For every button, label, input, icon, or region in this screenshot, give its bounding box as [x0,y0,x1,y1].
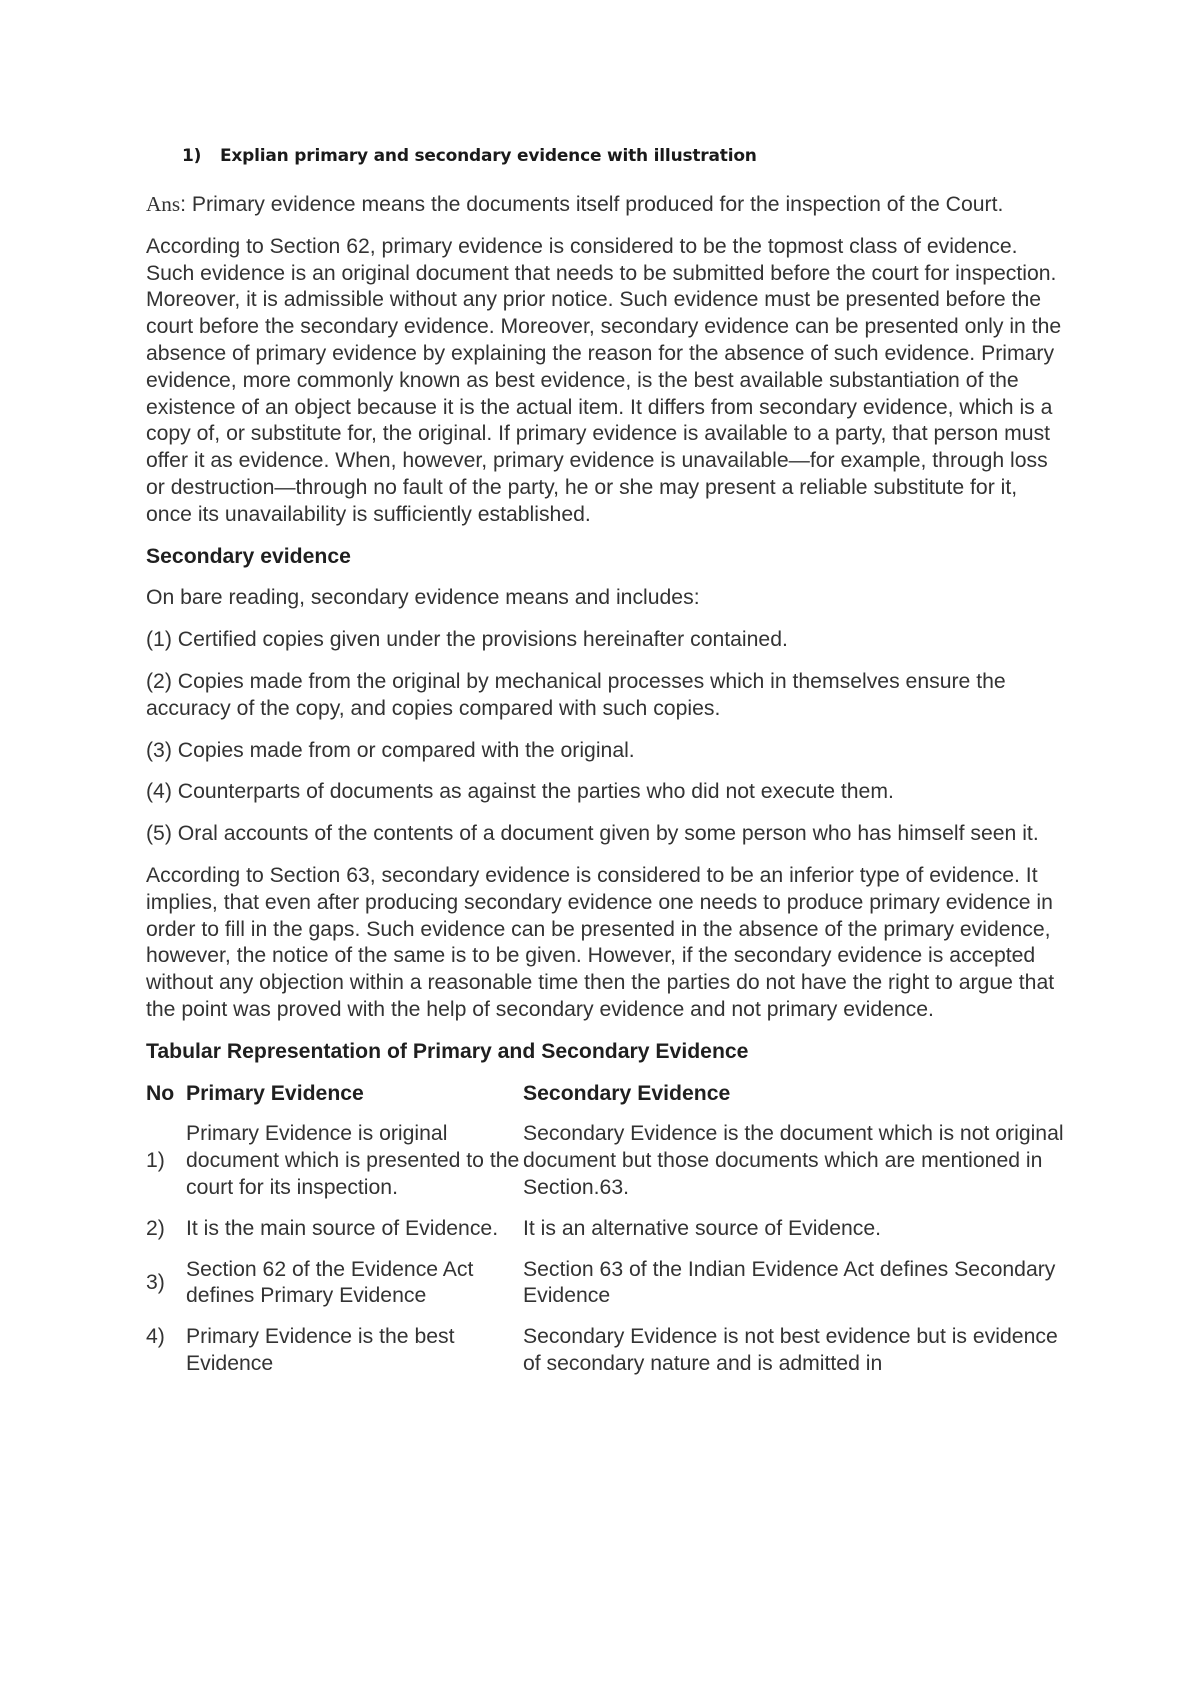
primary-cell: Section 62 of the Evidence Act defines Primary Evidence [186,1257,474,1308]
list-item: (3) Copies made from or compared with the original. [146,738,635,762]
row-number: 4) [146,1325,165,1349]
secondary-cell: Secondary Evidence is the document which is not original document but those documents which are mentioned in Section.63. [523,1122,1064,1199]
table-row [146,1121,1066,1215]
row-number: 2) [146,1216,165,1240]
column-header-secondary: Secondary Evidence [523,1081,731,1105]
question-number: 1) [182,146,202,166]
section-63-paragraph: According to Section 63, secondary evidence is considered to be an inferior type of evidence. It implies, that even after producing secondary evidence one needs to produce primary evidence in order to fill in the gaps. Such evidence can be presented in the absence of the primary evidence, however, the notice of the same is to be given. However, if the secondary evidence is accepted without any objection within a reasonable time then the parties do not have the right to argue that the point was proved with the help of secondary evidence and not primary evidence. [146,863,1055,1021]
secondary-cell: It is an alternative source of Evidence. [523,1216,882,1240]
table-heading: Tabular Representation of Primary and Secondary Evidence [146,1039,749,1063]
answer-intro [146,191,1066,219]
primary-cell: It is the main source of Evidence. [186,1216,499,1240]
secondary-cell: Section 63 of the Indian Evidence Act defines Secondary Evidence [523,1257,1056,1308]
row-number: 1) [146,1149,165,1173]
table-header-row [146,1081,1066,1122]
list-item: (5) Oral accounts of the contents of a document given by some person who has himself seen it. [146,822,1039,846]
list-item: (2) Copies made from the original by mechanical processes which in themselves ensure the accuracy of the copy, and copies compared with such copies. [146,669,1006,720]
question-heading [182,146,757,166]
primary-evidence-paragraph: According to Section 62, primary evidence is considered to be the topmost class of evidence. Such evidence is an original document that needs to be submitted before the court for inspection. Moreover, it is admissible without any prior notice. Such evidence must be presented before the court before the secondary evidence. Moreover, secondary evidence can be presented only in the absence of primary evidence by explaining the reason for the absence of such evidence. Primary evidence, more commonly known as best evidence, is the best available substantiation of the existence of an object because it is the actual item. It differs from secondary evidence, which is a copy of, or substitute for, the original. If primary evidence is available to a party, that person must offer it as evidence. When, however, primary evidence is unavailable—for example, through loss or destruction—through no fault of the party, he or she may present a reliable substitute for it, once its unavailability is sufficiently established. [146,234,1062,526]
answer-body [146,191,1066,1392]
secondary-evidence-heading: Secondary evidence [146,544,351,568]
table-row [146,1257,1066,1325]
column-header-no: No [146,1081,175,1105]
list-item: (4) Counterparts of documents as against the parties who did not execute them. [146,780,894,804]
secondary-evidence-lead: On bare reading, secondary evidence means and includes: [146,586,700,610]
secondary-cell: Secondary Evidence is not best evidence but is evidence of secondary nature and is admitted in [523,1325,1058,1375]
column-header-primary: Primary Evidence [186,1081,364,1105]
comparison-table [146,1081,1066,1392]
primary-cell: Primary Evidence is original document which is presented to the court for its inspection. [186,1122,520,1199]
row-number: 3) [146,1270,165,1294]
question-text: Explian primary and secondary evidence with illustration [220,146,757,166]
primary-cell: Primary Evidence is the best Evidence [186,1325,455,1375]
answer-intro-text: : Primary evidence means the documents itself produced for the inspection of the Court. [180,193,1004,216]
answer-label: Ans [146,192,181,216]
table-row [146,1216,1066,1257]
list-item: (1) Certified copies given under the provisions hereinafter contained. [146,628,788,652]
table-row [146,1324,1066,1392]
